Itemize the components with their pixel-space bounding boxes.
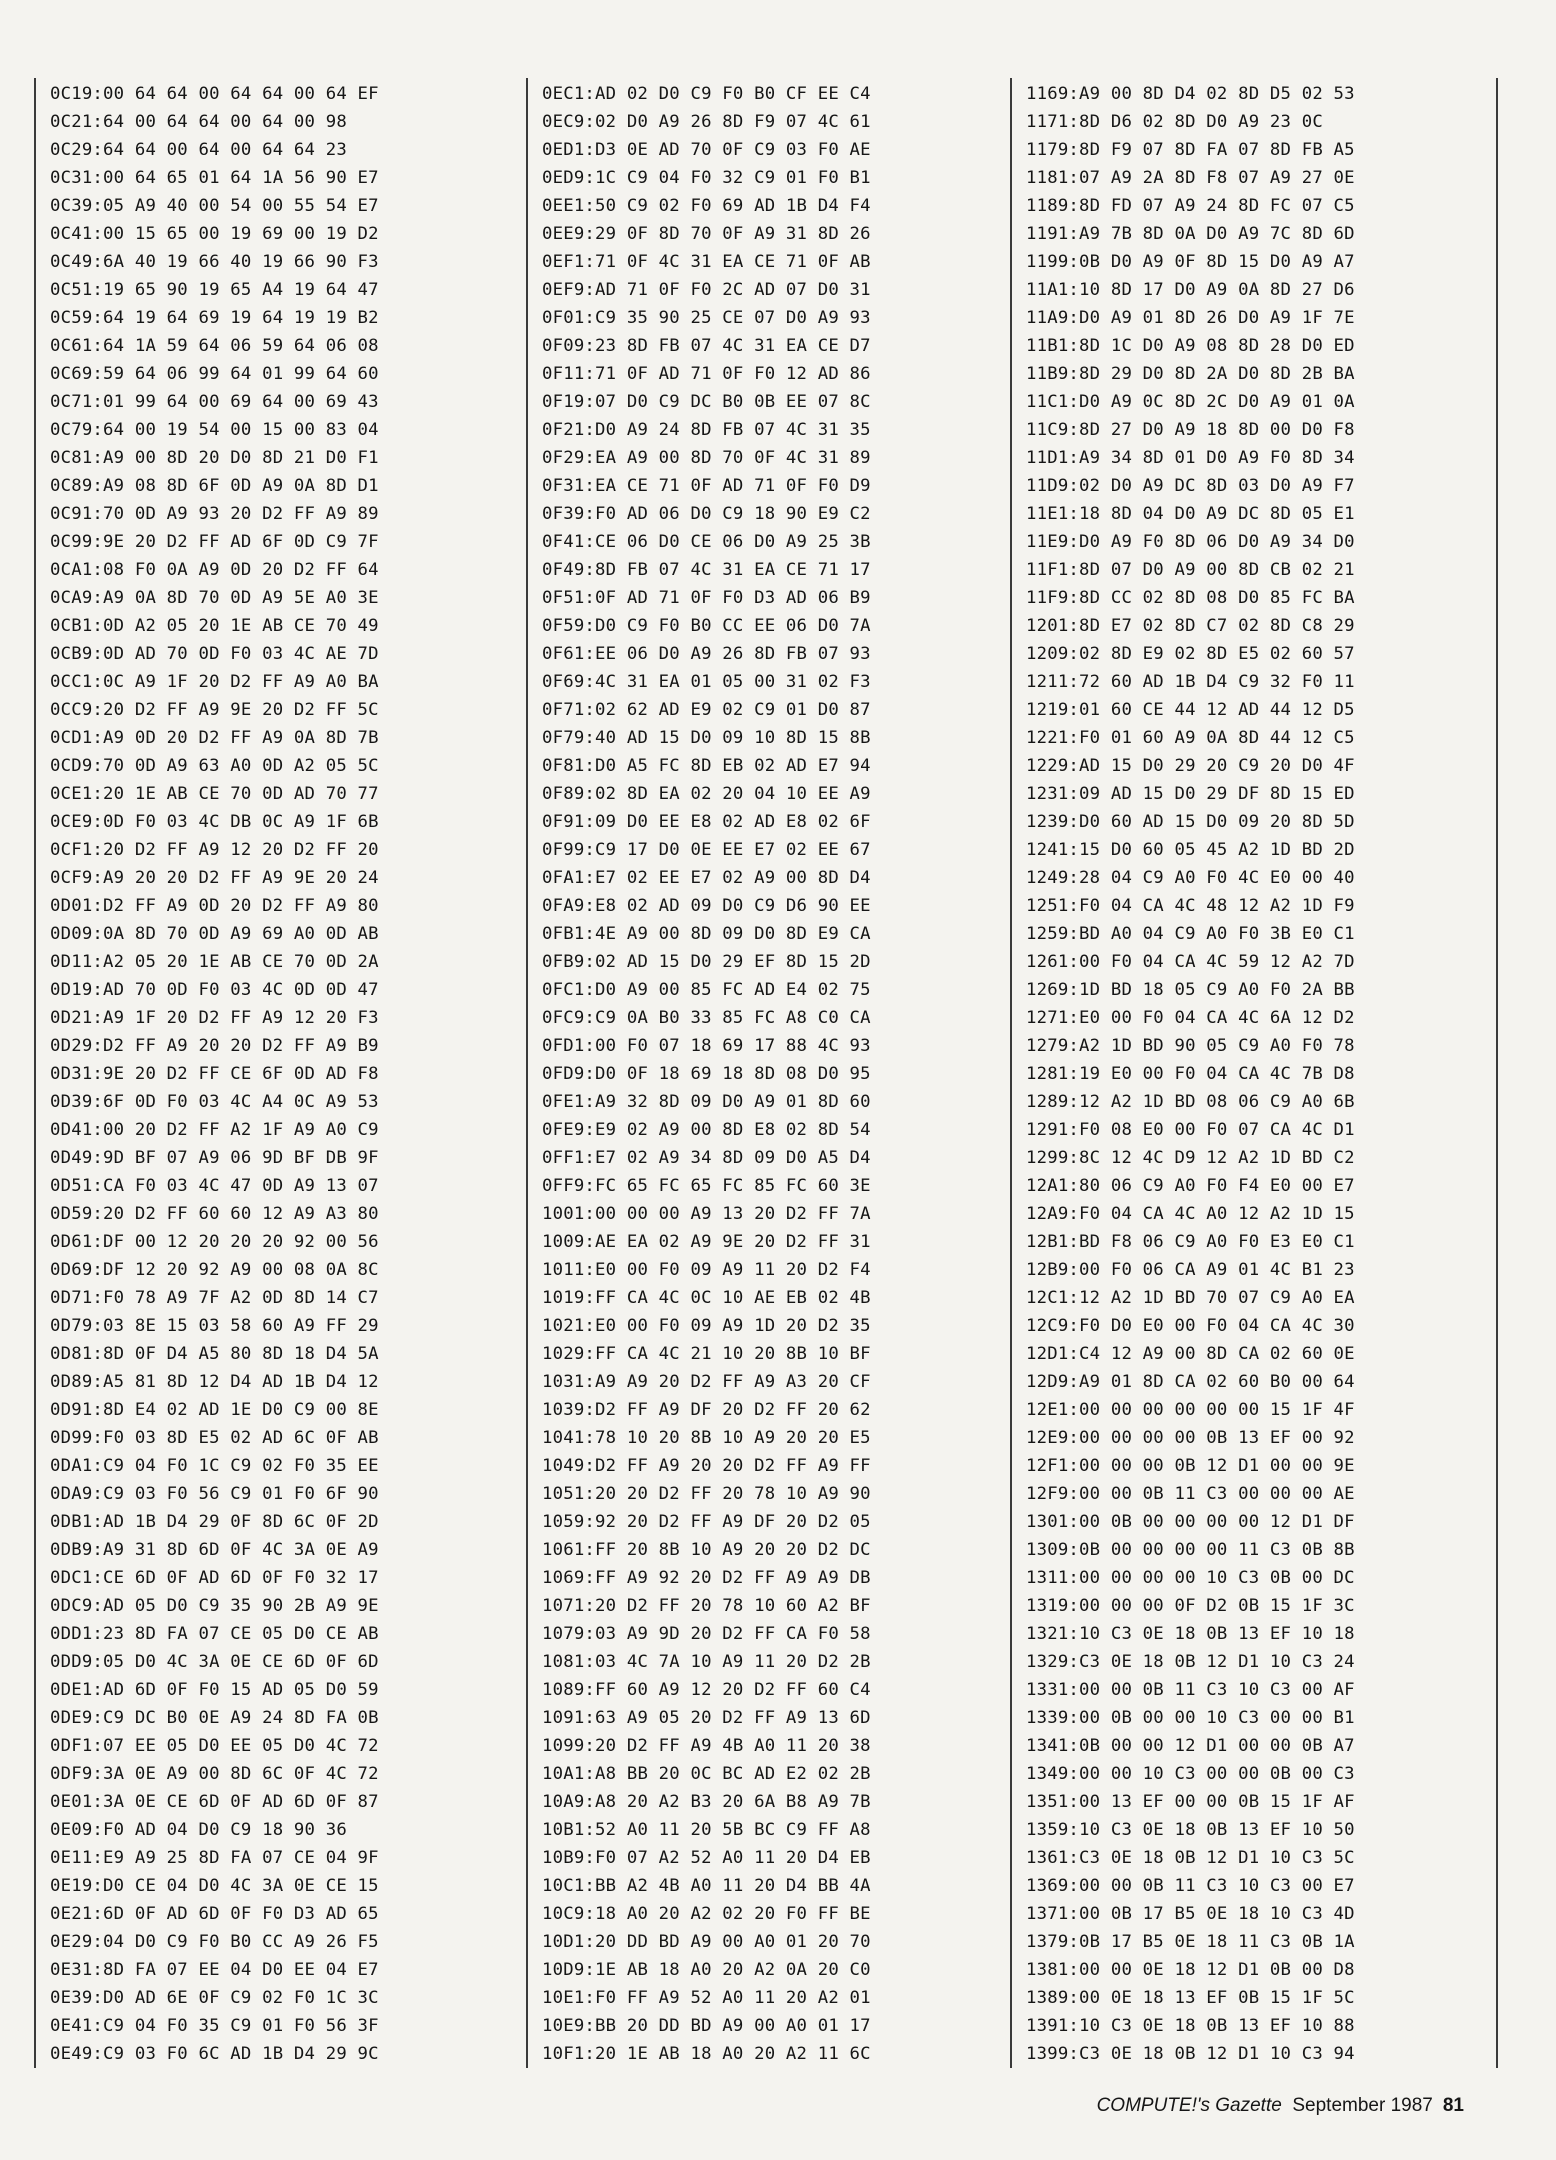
listing-line: 1059:92 20 D2 FF A9 DF 20 D2 05	[542, 1512, 871, 1532]
listing-line: 10D1:20 DD BD A9 00 A0 01 20 70	[542, 1932, 871, 1952]
listing-line: 0FD1:00 F0 07 18 69 17 88 4C 93	[542, 1036, 871, 1056]
listing-line: 11E1:18 8D 04 D0 A9 DC 8D 05 E1	[1026, 504, 1355, 524]
publication-name: COMPUTE!'s Gazette	[1096, 2095, 1282, 2116]
listing-line: 0E41:C9 04 F0 35 C9 01 F0 56 3F	[50, 2016, 379, 2036]
listing-line: 0FC1:D0 A9 00 85 FC AD E4 02 75	[542, 980, 871, 1000]
listing-line: 0C39:05 A9 40 00 54 00 55 54 E7	[50, 196, 379, 216]
listing-line: 11F1:8D 07 D0 A9 00 8D CB 02 21	[1026, 560, 1355, 580]
listing-line: 0FC9:C9 0A B0 33 85 FC A8 C0 CA	[542, 1008, 871, 1028]
listing-line: 10F1:20 1E AB 18 A0 20 A2 11 6C	[542, 2044, 871, 2064]
listing-line: 1281:19 E0 00 F0 04 CA 4C 7B D8	[1026, 1064, 1355, 1084]
listing-line: 0C59:64 19 64 69 19 64 19 19 B2	[50, 308, 379, 328]
listing-line: 0DC9:AD 05 D0 C9 35 90 2B A9 9E	[50, 1596, 379, 1616]
listing-line: 10A1:A8 BB 20 0C BC AD E2 02 2B	[542, 1764, 871, 1784]
listing-line: 0D99:F0 03 8D E5 02 AD 6C 0F AB	[50, 1428, 379, 1448]
listing-line: 0E31:8D FA 07 EE 04 D0 EE 04 E7	[50, 1960, 379, 1980]
listing-line: 0CA9:A9 0A 8D 70 0D A9 5E A0 3E	[50, 588, 379, 608]
listing-line: 0D71:F0 78 A9 7F A2 0D 8D 14 C7	[50, 1288, 379, 1308]
listing-line: 0C31:00 64 65 01 64 1A 56 90 E7	[50, 168, 379, 188]
listing-line: 0FA1:E7 02 EE E7 02 A9 00 8D D4	[542, 868, 871, 888]
listing-line: 12E9:00 00 00 00 0B 13 EF 00 92	[1026, 1428, 1355, 1448]
listing-line: 0C71:01 99 64 00 69 64 00 69 43	[50, 392, 379, 412]
listing-line: 12B9:00 F0 06 CA A9 01 4C B1 23	[1026, 1260, 1355, 1280]
listing-line: 0E49:C9 03 F0 6C AD 1B D4 29 9C	[50, 2044, 379, 2064]
listing-line: 1299:8C 12 4C D9 12 A2 1D BD C2	[1026, 1148, 1355, 1168]
listing-line: 11B9:8D 29 D0 8D 2A D0 8D 2B BA	[1026, 364, 1355, 384]
listing-line: 0DC1:CE 6D 0F AD 6D 0F F0 32 17	[50, 1568, 379, 1588]
listing-line: 1291:F0 08 E0 00 F0 07 CA 4C D1	[1026, 1120, 1355, 1140]
listing-line: 1179:8D F9 07 8D FA 07 8D FB A5	[1026, 140, 1355, 160]
listing-line: 0D11:A2 05 20 1E AB CE 70 0D 2A	[50, 952, 379, 972]
listing-line: 1331:00 00 0B 11 C3 10 C3 00 AF	[1026, 1680, 1355, 1700]
listing-line: 12E1:00 00 00 00 00 00 15 1F 4F	[1026, 1400, 1355, 1420]
listing-line: 0DA1:C9 04 F0 1C C9 02 F0 35 EE	[50, 1456, 379, 1476]
listing-line: 0E21:6D 0F AD 6D 0F F0 D3 AD 65	[50, 1904, 379, 1924]
listing-line: 1201:8D E7 02 8D C7 02 8D C8 29	[1026, 616, 1355, 636]
listing-line: 1209:02 8D E9 02 8D E5 02 60 57	[1026, 644, 1355, 664]
listing-line: 1041:78 10 20 8B 10 A9 20 20 E5	[542, 1428, 871, 1448]
listing-line: 0F91:09 D0 EE E8 02 AD E8 02 6F	[542, 812, 871, 832]
listing-line: 0CE9:0D F0 03 4C DB 0C A9 1F 6B	[50, 812, 379, 832]
listing-line: 11E9:D0 A9 F0 8D 06 D0 A9 34 D0	[1026, 532, 1355, 552]
listing-line: 0EC1:AD 02 D0 C9 F0 B0 CF EE C4	[542, 84, 871, 104]
listing-line: 0C21:64 00 64 64 00 64 00 98	[50, 112, 347, 132]
listing-line: 1319:00 00 00 0F D2 0B 15 1F 3C	[1026, 1596, 1355, 1616]
listing-line: 0D01:D2 FF A9 0D 20 D2 FF A9 80	[50, 896, 379, 916]
listing-line: 1231:09 AD 15 D0 29 DF 8D 15 ED	[1026, 784, 1355, 804]
listing-line: 1221:F0 01 60 A9 0A 8D 44 12 C5	[1026, 728, 1355, 748]
listing-line: 1051:20 20 D2 FF 20 78 10 A9 90	[542, 1484, 871, 1504]
listing-line: 0F49:8D FB 07 4C 31 EA CE 71 17	[542, 560, 871, 580]
listing-line: 0D21:A9 1F 20 D2 FF A9 12 20 F3	[50, 1008, 379, 1028]
listing-line: 1391:10 C3 0E 18 0B 13 EF 10 88	[1026, 2016, 1355, 2036]
listing-line: 0C29:64 64 00 64 00 64 64 23	[50, 140, 347, 160]
listing-line: 0D69:DF 12 20 92 A9 00 08 0A 8C	[50, 1260, 379, 1280]
listing-column-3	[1012, 78, 1498, 2068]
listing-line: 1039:D2 FF A9 DF 20 D2 FF 20 62	[542, 1400, 871, 1420]
listing-line: 1321:10 C3 0E 18 0B 13 EF 10 18	[1026, 1624, 1355, 1644]
listing-line: 1399:C3 0E 18 0B 12 D1 10 C3 94	[1026, 2044, 1355, 2064]
listing-line: 0FB9:02 AD 15 D0 29 EF 8D 15 2D	[542, 952, 871, 972]
listing-line: 0D51:CA F0 03 4C 47 0D A9 13 07	[50, 1176, 379, 1196]
listing-line: 1029:FF CA 4C 21 10 20 8B 10 BF	[542, 1344, 871, 1364]
listing-line: 0F79:40 AD 15 D0 09 10 8D 15 8B	[542, 728, 871, 748]
listing-line: 0E29:04 D0 C9 F0 B0 CC A9 26 F5	[50, 1932, 379, 1952]
listing-line: 0CA1:08 F0 0A A9 0D 20 D2 FF 64	[50, 560, 379, 580]
listing-line: 11D1:A9 34 8D 01 D0 A9 F0 8D 34	[1026, 448, 1355, 468]
listing-line: 1279:A2 1D BD 90 05 C9 A0 F0 78	[1026, 1036, 1355, 1056]
listing-line: 0CD1:A9 0D 20 D2 FF A9 0A 8D 7B	[50, 728, 379, 748]
listing-line: 1341:0B 00 00 12 D1 00 00 0B A7	[1026, 1736, 1355, 1756]
listing-line: 12F1:00 00 00 0B 12 D1 00 00 9E	[1026, 1456, 1355, 1476]
listing-line: 0E09:F0 AD 04 D0 C9 18 90 36	[50, 1820, 347, 1840]
listing-line: 0F61:EE 06 D0 A9 26 8D FB 07 93	[542, 644, 871, 664]
listing-line: 0FE1:A9 32 8D 09 D0 A9 01 8D 60	[542, 1092, 871, 1112]
listing-line: 1069:FF A9 92 20 D2 FF A9 A9 DB	[542, 1568, 871, 1588]
listing-line: 0DA9:C9 03 F0 56 C9 01 F0 6F 90	[50, 1484, 379, 1504]
listing-line: 1371:00 0B 17 B5 0E 18 10 C3 4D	[1026, 1904, 1355, 1924]
listing-line: 0D49:9D BF 07 A9 06 9D BF DB 9F	[50, 1148, 379, 1168]
listing-line: 12D9:A9 01 8D CA 02 60 B0 00 64	[1026, 1372, 1355, 1392]
listing-line: 1301:00 0B 00 00 00 00 12 D1 DF	[1026, 1512, 1355, 1532]
listing-line: 1019:FF CA 4C 0C 10 AE EB 02 4B	[542, 1288, 871, 1308]
listing-line: 0F01:C9 35 90 25 CE 07 D0 A9 93	[542, 308, 871, 328]
listing-line: 0C89:A9 08 8D 6F 0D A9 0A 8D D1	[50, 476, 379, 496]
listing-line: 1219:01 60 CE 44 12 AD 44 12 D5	[1026, 700, 1355, 720]
listing-line: 0F59:D0 C9 F0 B0 CC EE 06 D0 7A	[542, 616, 871, 636]
listing-line: 12A9:F0 04 CA 4C A0 12 A2 1D 15	[1026, 1204, 1355, 1224]
listing-line: 0EC9:02 D0 A9 26 8D F9 07 4C 61	[542, 112, 871, 132]
listing-line: 10D9:1E AB 18 A0 20 A2 0A 20 C0	[542, 1960, 871, 1980]
listing-line: 0C79:64 00 19 54 00 15 00 83 04	[50, 420, 379, 440]
listing-line: 0CE1:20 1E AB CE 70 0D AD 70 77	[50, 784, 379, 804]
listing-line: 0F21:D0 A9 24 8D FB 07 4C 31 35	[542, 420, 871, 440]
listing-line: 0CC1:0C A9 1F 20 D2 FF A9 A0 BA	[50, 672, 379, 692]
listing-line: 12C1:12 A2 1D BD 70 07 C9 A0 EA	[1026, 1288, 1355, 1308]
listing-line: 0DE9:C9 DC B0 0E A9 24 8D FA 0B	[50, 1708, 379, 1728]
listing-line: 0CB1:0D A2 05 20 1E AB CE 70 49	[50, 616, 379, 636]
listing-line: 1259:BD A0 04 C9 A0 F0 3B E0 C1	[1026, 924, 1355, 944]
listing-line: 0DD9:05 D0 4C 3A 0E CE 6D 0F 6D	[50, 1652, 379, 1672]
listing-line: 1081:03 4C 7A 10 A9 11 20 D2 2B	[542, 1652, 871, 1672]
listing-line: 10B1:52 A0 11 20 5B BC C9 FF A8	[542, 1820, 871, 1840]
listing-line: 1061:FF 20 8B 10 A9 20 20 D2 DC	[542, 1540, 871, 1560]
listing-line: 10E9:BB 20 DD BD A9 00 A0 01 17	[542, 2016, 871, 2036]
listing-line: 0D39:6F 0D F0 03 4C A4 0C A9 53	[50, 1092, 379, 1112]
listing-line: 0F71:02 62 AD E9 02 C9 01 D0 87	[542, 700, 871, 720]
listing-line: 11A9:D0 A9 01 8D 26 D0 A9 1F 7E	[1026, 308, 1355, 328]
listing-line: 1171:8D D6 02 8D D0 A9 23 0C	[1026, 112, 1323, 132]
listing-line: 0FE9:E9 02 A9 00 8D E8 02 8D 54	[542, 1120, 871, 1140]
listing-line: 0EF1:71 0F 4C 31 EA CE 71 0F AB	[542, 252, 871, 272]
listing-line: 0F09:23 8D FB 07 4C 31 EA CE D7	[542, 336, 871, 356]
listing-line: 0E11:E9 A9 25 8D FA 07 CE 04 9F	[50, 1848, 379, 1868]
listing-line: 1261:00 F0 04 CA 4C 59 12 A2 7D	[1026, 952, 1355, 972]
listing-line: 0FD9:D0 0F 18 69 18 8D 08 D0 95	[542, 1064, 871, 1084]
listing-line: 0DB1:AD 1B D4 29 0F 8D 6C 0F 2D	[50, 1512, 379, 1532]
listing-line: 11A1:10 8D 17 D0 A9 0A 8D 27 D6	[1026, 280, 1355, 300]
listing-line: 0C61:64 1A 59 64 06 59 64 06 08	[50, 336, 379, 356]
listing-line: 0ED9:1C C9 04 F0 32 C9 01 F0 B1	[542, 168, 871, 188]
page-footer	[1097, 2090, 1464, 2122]
listing-line: 1381:00 00 0E 18 12 D1 0B 00 D8	[1026, 1960, 1355, 1980]
listing-line: 1181:07 A9 2A 8D F8 07 A9 27 0E	[1026, 168, 1355, 188]
listing-line: 0C81:A9 00 8D 20 D0 8D 21 D0 F1	[50, 448, 379, 468]
listing-line: 0D91:8D E4 02 AD 1E D0 C9 00 8E	[50, 1400, 379, 1420]
listing-line: 0C91:70 0D A9 93 20 D2 FF A9 89	[50, 504, 379, 524]
listing-line: 1191:A9 7B 8D 0A D0 A9 7C 8D 6D	[1026, 224, 1355, 244]
listing-line: 0DF9:3A 0E A9 00 8D 6C 0F 4C 72	[50, 1764, 379, 1784]
listing-line: 0D31:9E 20 D2 FF CE 6F 0D AD F8	[50, 1064, 379, 1084]
listing-line: 0FB1:4E A9 00 8D 09 D0 8D E9 CA	[542, 924, 871, 944]
listing-line: 0E39:D0 AD 6E 0F C9 02 F0 1C 3C	[50, 1988, 379, 2008]
listing-line: 11F9:8D CC 02 8D 08 D0 85 FC BA	[1026, 588, 1355, 608]
listing-line: 1009:AE EA 02 A9 9E 20 D2 FF 31	[542, 1232, 871, 1252]
listing-line: 1079:03 A9 9D 20 D2 FF CA F0 58	[542, 1624, 871, 1644]
listing-line: 0E19:D0 CE 04 D0 4C 3A 0E CE 15	[50, 1876, 379, 1896]
listing-line: 12B1:BD F8 06 C9 A0 F0 E3 E0 C1	[1026, 1232, 1355, 1252]
listing-line: 1351:00 13 EF 00 00 0B 15 1F AF	[1026, 1792, 1355, 1812]
listing-line: 0F41:CE 06 D0 CE 06 D0 A9 25 3B	[542, 532, 871, 552]
listing-line: 0CD9:70 0D A9 63 A0 0D A2 05 5C	[50, 756, 379, 776]
listing-line: 1071:20 D2 FF 20 78 10 60 A2 BF	[542, 1596, 871, 1616]
listing-line: 0FF9:FC 65 FC 65 FC 85 FC 60 3E	[542, 1176, 871, 1196]
listing-line: 10C9:18 A0 20 A2 02 20 F0 FF BE	[542, 1904, 871, 1924]
listing-line: 1239:D0 60 AD 15 D0 09 20 8D 5D	[1026, 812, 1355, 832]
listing-line: 0F99:C9 17 D0 0E EE E7 02 EE 67	[542, 840, 871, 860]
listing-line: 0C19:00 64 64 00 64 64 00 64 EF	[50, 84, 379, 104]
page-number: 81	[1442, 2095, 1464, 2116]
listing-line: 10B9:F0 07 A2 52 A0 11 20 D4 EB	[542, 1848, 871, 1868]
listing-line: 1269:1D BD 18 05 C9 A0 F0 2A BB	[1026, 980, 1355, 1000]
listing-line: 0C69:59 64 06 99 64 01 99 64 60	[50, 364, 379, 384]
listing-line: 11B1:8D 1C D0 A9 08 8D 28 D0 ED	[1026, 336, 1355, 356]
listing-line: 1099:20 D2 FF A9 4B A0 11 20 38	[542, 1736, 871, 1756]
listing-line: 0D61:DF 00 12 20 20 20 92 00 56	[50, 1232, 379, 1252]
listing-line: 0FF1:E7 02 A9 34 8D 09 D0 A5 D4	[542, 1148, 871, 1168]
listing-line: 0EE1:50 C9 02 F0 69 AD 1B D4 F4	[542, 196, 871, 216]
listing-line: 12C9:F0 D0 E0 00 F0 04 CA 4C 30	[1026, 1316, 1355, 1336]
listing-line: 0D09:0A 8D 70 0D A9 69 A0 0D AB	[50, 924, 379, 944]
listing-line: 0D89:A5 81 8D 12 D4 AD 1B D4 12	[50, 1372, 379, 1392]
listing-line: 0C99:9E 20 D2 FF AD 6F 0D C9 7F	[50, 532, 379, 552]
listing-line: 12D1:C4 12 A9 00 8D CA 02 60 0E	[1026, 1344, 1355, 1364]
listing-line: 1329:C3 0E 18 0B 12 D1 10 C3 24	[1026, 1652, 1355, 1672]
listing-line: 0D19:AD 70 0D F0 03 4C 0D 0D 47	[50, 980, 379, 1000]
listing-line: 11C1:D0 A9 0C 8D 2C D0 A9 01 0A	[1026, 392, 1355, 412]
listing-line: 0CF9:A9 20 20 D2 FF A9 9E 20 24	[50, 868, 379, 888]
listing-line: 1169:A9 00 8D D4 02 8D D5 02 53	[1026, 84, 1355, 104]
listing-line: 1229:AD 15 D0 29 20 C9 20 D0 4F	[1026, 756, 1355, 776]
listing-line: 1021:E0 00 F0 09 A9 1D 20 D2 35	[542, 1316, 871, 1336]
listing-column-2	[528, 78, 1012, 2068]
listing-line: 0F31:EA CE 71 0F AD 71 0F F0 D9	[542, 476, 871, 496]
listing-line: 0E01:3A 0E CE 6D 0F AD 6D 0F 87	[50, 1792, 379, 1812]
listing-line: 0EF9:AD 71 0F F0 2C AD 07 D0 31	[542, 280, 871, 300]
listing-line: 11C9:8D 27 D0 A9 18 8D 00 D0 F8	[1026, 420, 1355, 440]
listing-line: 1309:0B 00 00 00 00 11 C3 0B 8B	[1026, 1540, 1355, 1560]
listing-line: 0D79:03 8E 15 03 58 60 A9 FF 29	[50, 1316, 379, 1336]
listing-line: 0CB9:0D AD 70 0D F0 03 4C AE 7D	[50, 644, 379, 664]
listing-line: 0F11:71 0F AD 71 0F F0 12 AD 86	[542, 364, 871, 384]
listing-line: 0F89:02 8D EA 02 20 04 10 EE A9	[542, 784, 871, 804]
listing-line: 11D9:02 D0 A9 DC 8D 03 D0 A9 F7	[1026, 476, 1355, 496]
listing-line: 1251:F0 04 CA 4C 48 12 A2 1D F9	[1026, 896, 1355, 916]
listing-line: 12A1:80 06 C9 A0 F0 F4 E0 00 E7	[1026, 1176, 1355, 1196]
listing-line: 1249:28 04 C9 A0 F0 4C E0 00 40	[1026, 868, 1355, 888]
listing-line: 1389:00 0E 18 13 EF 0B 15 1F 5C	[1026, 1988, 1355, 2008]
listing-line: 1359:10 C3 0E 18 0B 13 EF 10 50	[1026, 1820, 1355, 1840]
listing-line: 0DE1:AD 6D 0F F0 15 AD 05 D0 59	[50, 1680, 379, 1700]
listing-line: 12F9:00 00 0B 11 C3 00 00 00 AE	[1026, 1484, 1355, 1504]
listing-line: 1339:00 0B 00 00 10 C3 00 00 B1	[1026, 1708, 1355, 1728]
listing-line: 1211:72 60 AD 1B D4 C9 32 F0 11	[1026, 672, 1355, 692]
listing-line: 0F29:EA A9 00 8D 70 0F 4C 31 89	[542, 448, 871, 468]
listing-line: 1289:12 A2 1D BD 08 06 C9 A0 6B	[1026, 1092, 1355, 1112]
listing-line: 0F81:D0 A5 FC 8D EB 02 AD E7 94	[542, 756, 871, 776]
listing-line: 1271:E0 00 F0 04 CA 4C 6A 12 D2	[1026, 1008, 1355, 1028]
listing-line: 1311:00 00 00 00 10 C3 0B 00 DC	[1026, 1568, 1355, 1588]
listing-line: 1189:8D FD 07 A9 24 8D FC 07 C5	[1026, 196, 1355, 216]
listing-line: 10C1:BB A2 4B A0 11 20 D4 BB 4A	[542, 1876, 871, 1896]
listing-line: 1369:00 00 0B 11 C3 10 C3 00 E7	[1026, 1876, 1355, 1896]
listing-line: 10E1:F0 FF A9 52 A0 11 20 A2 01	[542, 1988, 871, 2008]
listing-line: 10A9:A8 20 A2 B3 20 6A B8 A9 7B	[542, 1792, 871, 1812]
listing-line: 0D29:D2 FF A9 20 20 D2 FF A9 B9	[50, 1036, 379, 1056]
listing-line: 1379:0B 17 B5 0E 18 11 C3 0B 1A	[1026, 1932, 1355, 1952]
listing-line: 0DD1:23 8D FA 07 CE 05 D0 CE AB	[50, 1624, 379, 1644]
listing-line: 0EE9:29 0F 8D 70 0F A9 31 8D 26	[542, 224, 871, 244]
listing-line: 0CF1:20 D2 FF A9 12 20 D2 FF 20	[50, 840, 379, 860]
listing-line: 1199:0B D0 A9 0F 8D 15 D0 A9 A7	[1026, 252, 1355, 272]
listing-line: 0FA9:E8 02 AD 09 D0 C9 D6 90 EE	[542, 896, 871, 916]
listing-line: 0DB9:A9 31 8D 6D 0F 4C 3A 0E A9	[50, 1540, 379, 1560]
listing-line: 1241:15 D0 60 05 45 A2 1D BD 2D	[1026, 840, 1355, 860]
listing-line: 0F19:07 D0 C9 DC B0 0B EE 07 8C	[542, 392, 871, 412]
listing-line: 1349:00 00 10 C3 00 00 0B 00 C3	[1026, 1764, 1355, 1784]
listing-line: 1089:FF 60 A9 12 20 D2 FF 60 C4	[542, 1680, 871, 1700]
listing-line: 0C49:6A 40 19 66 40 19 66 90 F3	[50, 252, 379, 272]
listing-line: 0F39:F0 AD 06 D0 C9 18 90 E9 C2	[542, 504, 871, 524]
listing-line: 0DF1:07 EE 05 D0 EE 05 D0 4C 72	[50, 1736, 379, 1756]
listing-line: 0F51:0F AD 71 0F F0 D3 AD 06 B9	[542, 588, 871, 608]
listing-line: 0C41:00 15 65 00 19 69 00 19 D2	[50, 224, 379, 244]
listing-line: 0CC9:20 D2 FF A9 9E 20 D2 FF 5C	[50, 700, 379, 720]
listing-line: 1049:D2 FF A9 20 20 D2 FF A9 FF	[542, 1456, 871, 1476]
listing-line: 0D41:00 20 D2 FF A2 1F A9 A0 C9	[50, 1120, 379, 1140]
listing-line: 1361:C3 0E 18 0B 12 D1 10 C3 5C	[1026, 1848, 1355, 1868]
issue-date: September 1987	[1292, 2095, 1433, 2116]
listing-line: 1001:00 00 00 A9 13 20 D2 FF 7A	[542, 1204, 871, 1224]
listing-line: 1091:63 A9 05 20 D2 FF A9 13 6D	[542, 1708, 871, 1728]
listing-column-1	[34, 78, 528, 2068]
listing-line: 0C51:19 65 90 19 65 A4 19 64 47	[50, 280, 379, 300]
listing-line: 0D59:20 D2 FF 60 60 12 A9 A3 80	[50, 1204, 379, 1224]
listing-line: 0ED1:D3 0E AD 70 0F C9 03 F0 AE	[542, 140, 871, 160]
listing-line: 0F69:4C 31 EA 01 05 00 31 02 F3	[542, 672, 871, 692]
listing-line: 1011:E0 00 F0 09 A9 11 20 D2 F4	[542, 1260, 871, 1280]
listing-line: 1031:A9 A9 20 D2 FF A9 A3 20 CF	[542, 1372, 871, 1392]
listing-line: 0D81:8D 0F D4 A5 80 8D 18 D4 5A	[50, 1344, 379, 1364]
